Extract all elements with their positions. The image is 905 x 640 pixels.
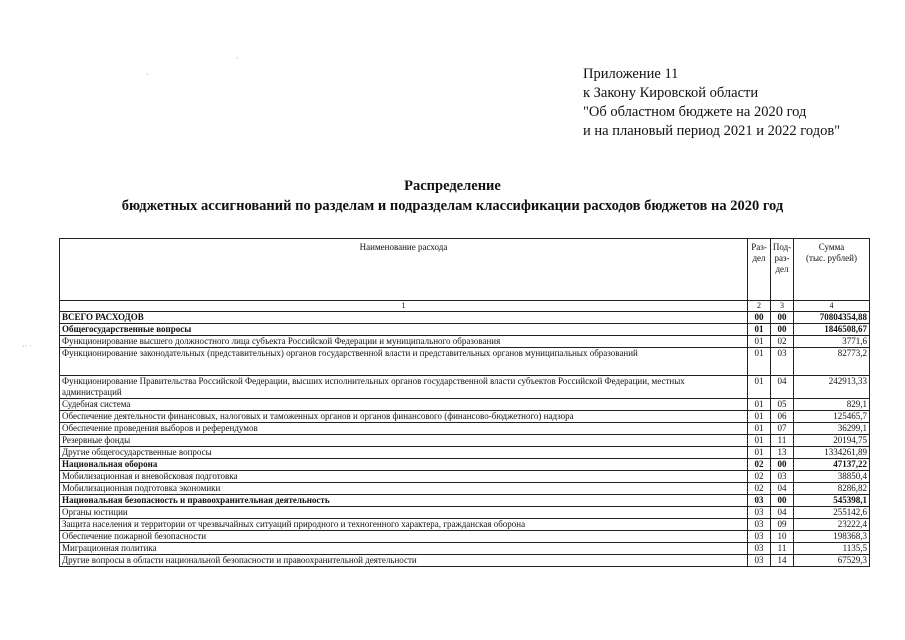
row-sum: 47137,22 — [794, 459, 870, 471]
row-razdel: 02 — [748, 471, 771, 483]
table-row — [60, 423, 870, 435]
row-podrazdel: 04 — [771, 376, 794, 399]
row-sum: 8286,82 — [794, 483, 870, 495]
row-sum: 67529,3 — [794, 555, 870, 567]
appendix-line: к Закону Кировской области — [583, 85, 759, 101]
row-razdel: 01 — [748, 376, 771, 399]
table-row — [60, 312, 870, 324]
column-number: 4 — [794, 301, 870, 312]
row-name: Обеспечение проведения выборов и референдумов — [60, 423, 748, 435]
row-podrazdel: 13 — [771, 447, 794, 459]
row-podrazdel: 03 — [771, 471, 794, 483]
row-podrazdel: 00 — [771, 324, 794, 336]
row-name: Судебная система — [60, 399, 748, 411]
appendix-line: и на плановый период 2021 и 2022 годов" — [583, 123, 841, 139]
table-row — [60, 543, 870, 555]
row-razdel: 01 — [748, 435, 771, 447]
row-podrazdel: 02 — [771, 336, 794, 348]
column-number: 1 — [60, 301, 748, 312]
row-podrazdel: 04 — [771, 507, 794, 519]
row-podrazdel: 06 — [771, 411, 794, 423]
document-title — [0, 176, 905, 216]
scan-speck: · — [146, 70, 149, 79]
row-razdel: 01 — [748, 336, 771, 348]
row-name: Национальная безопасность и правоохранительная деятельность — [60, 495, 748, 507]
header-name: Наименование расхода — [60, 239, 748, 301]
table-row — [60, 507, 870, 519]
row-sum: 23222,4 — [794, 519, 870, 531]
row-podrazdel: 00 — [771, 459, 794, 471]
table-row — [60, 411, 870, 423]
row-sum: 255142,6 — [794, 507, 870, 519]
appendix-note — [583, 65, 840, 141]
row-name: Мобилизационная подготовка экономики — [60, 483, 748, 495]
row-razdel: 03 — [748, 519, 771, 531]
table-row — [60, 459, 870, 471]
table-row — [60, 531, 870, 543]
row-sum: 70804354,88 — [794, 312, 870, 324]
row-podrazdel: 03 — [771, 348, 794, 376]
table-row — [60, 483, 870, 495]
row-sum: 829,1 — [794, 399, 870, 411]
row-razdel: 01 — [748, 423, 771, 435]
title-line-1: Распределение — [404, 178, 501, 194]
row-name: Миграционная политика — [60, 543, 748, 555]
title-line-2: бюджетных ассигнований по разделам и подразделам классификации расходов бюджетов на 2020 год — [121, 198, 784, 214]
row-podrazdel: 11 — [771, 543, 794, 555]
row-sum: 38850,4 — [794, 471, 870, 483]
budget-table — [59, 238, 870, 567]
row-razdel: 01 — [748, 348, 771, 376]
row-name: Функционирование законодательных (представительных) органов государственной власти и представительных органов муниципальных образований — [60, 348, 748, 376]
row-sum: 1135,5 — [794, 543, 870, 555]
appendix-line: "Об областном бюджете на 2020 год — [583, 104, 807, 120]
table-row — [60, 447, 870, 459]
row-sum: 198368,3 — [794, 531, 870, 543]
row-razdel: 01 — [748, 447, 771, 459]
header-razdel: Раз- дел — [748, 239, 771, 301]
row-name: Обеспечение деятельности финансовых, налоговых и таможенных органов и органов финансового (финансово-бюджетного) надзора — [60, 411, 748, 423]
row-podrazdel: 05 — [771, 399, 794, 411]
table-row — [60, 471, 870, 483]
table-row — [60, 324, 870, 336]
table-row — [60, 348, 870, 376]
row-sum: 125465,7 — [794, 411, 870, 423]
row-podrazdel: 09 — [771, 519, 794, 531]
table-header-row — [60, 239, 870, 301]
row-podrazdel: 14 — [771, 555, 794, 567]
row-razdel: 02 — [748, 483, 771, 495]
row-sum: 1334261,89 — [794, 447, 870, 459]
scan-speck: · — [236, 54, 239, 63]
row-razdel: 03 — [748, 495, 771, 507]
column-number: 2 — [748, 301, 771, 312]
row-name: Защита населения и территории от чрезвычайных ситуаций природного и техногенного характера, гражданская оборона — [60, 519, 748, 531]
row-name: Общегосударственные вопросы — [60, 324, 748, 336]
row-podrazdel: 00 — [771, 495, 794, 507]
header-sum: Сумма (тыс. рублей) — [794, 239, 870, 301]
table-row — [60, 519, 870, 531]
row-razdel: 03 — [748, 531, 771, 543]
row-name: Мобилизационная и вневойсковая подготовка — [60, 471, 748, 483]
row-razdel: 03 — [748, 555, 771, 567]
row-name: ВСЕГО РАСХОДОВ — [60, 312, 748, 324]
table-row — [60, 376, 870, 399]
row-podrazdel: 04 — [771, 483, 794, 495]
row-podrazdel: 10 — [771, 531, 794, 543]
row-sum: 242913,33 — [794, 376, 870, 399]
row-name: Обеспечение пожарной безопасности — [60, 531, 748, 543]
table-row — [60, 435, 870, 447]
row-razdel: 00 — [748, 312, 771, 324]
scan-speck: ·· · — [22, 342, 32, 351]
row-razdel: 03 — [748, 543, 771, 555]
table-row — [60, 336, 870, 348]
row-sum: 1846508,67 — [794, 324, 870, 336]
row-name: Национальная оборона — [60, 459, 748, 471]
table-body — [60, 312, 870, 567]
row-name: Другие вопросы в области национальной безопасности и правоохранительной деятельности — [60, 555, 748, 567]
row-name: Резервные фонды — [60, 435, 748, 447]
table-row — [60, 399, 870, 411]
row-razdel: 01 — [748, 399, 771, 411]
row-name: Функционирование высшего должностного лица субъекта Российской Федерации и муниципального образования — [60, 336, 748, 348]
column-number-row — [60, 301, 870, 312]
row-razdel: 01 — [748, 324, 771, 336]
row-sum: 3771,6 — [794, 336, 870, 348]
row-razdel: 03 — [748, 507, 771, 519]
appendix-line: Приложение 11 — [583, 66, 679, 82]
row-sum: 36299,1 — [794, 423, 870, 435]
row-podrazdel: 11 — [771, 435, 794, 447]
row-razdel: 01 — [748, 411, 771, 423]
row-sum: 545398,1 — [794, 495, 870, 507]
row-name: Другие общегосударственные вопросы — [60, 447, 748, 459]
row-podrazdel: 00 — [771, 312, 794, 324]
row-podrazdel: 07 — [771, 423, 794, 435]
table-row — [60, 495, 870, 507]
header-podrazdel: Под- раз- дел — [771, 239, 794, 301]
row-sum: 82773,2 — [794, 348, 870, 376]
row-sum: 20194,75 — [794, 435, 870, 447]
column-number: 3 — [771, 301, 794, 312]
row-name: Органы юстиции — [60, 507, 748, 519]
table-row — [60, 555, 870, 567]
row-name: Функционирование Правительства Российской Федерации, высших исполнительных органов государственной власти субъектов Российской Федерации, местных администраций — [60, 376, 748, 399]
row-razdel: 02 — [748, 459, 771, 471]
